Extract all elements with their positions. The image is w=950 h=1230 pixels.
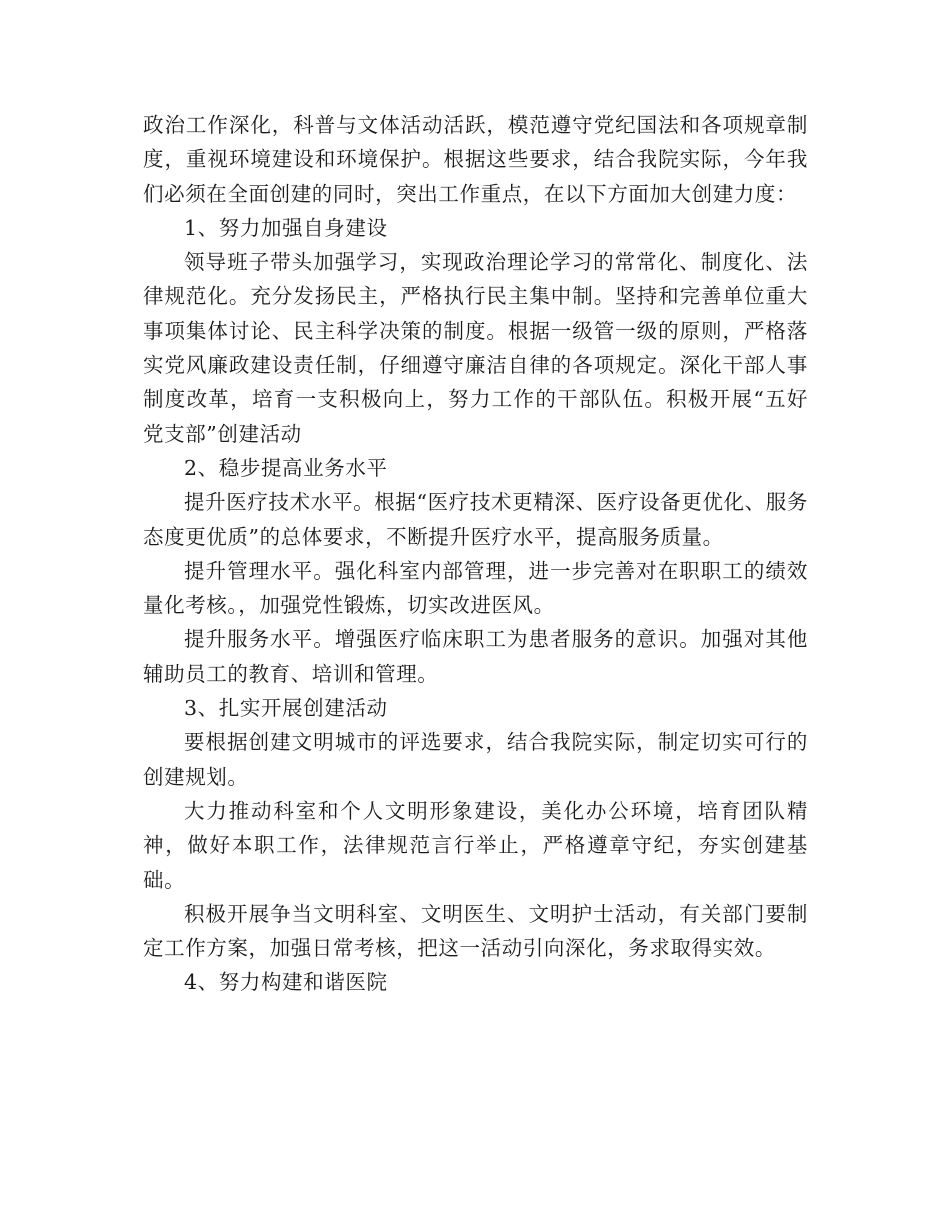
paragraph-service: 提升服务水平。增强医疗临床职工为患者服务的意识。加强对其他辅助员工的教育、培训和管理。 (143, 627, 808, 686)
section-heading-4: 4、努力构建和谐医院 (184, 970, 388, 995)
paragraph-image-building: 大力推动科室和个人文明形象建设，美化办公环境，培育团队精神，做好本职工作，法律规范言行举止，严格遵章守纪，夯实创建基础。 (143, 798, 808, 892)
paragraph-planning: 要根据创建文明城市的评选要求，结合我院实际，制定切实可行的创建规划。 (143, 730, 808, 789)
paragraph-medical-tech: 提升医疗技术水平。根据“医疗技术更精深、医疗设备更优化、服务态度更优质”的总体要求，不断提升医疗水平，提高服务质量。 (143, 490, 808, 549)
section-heading-1: 1、努力加强自身建设 (184, 215, 388, 240)
paragraph-management: 提升管理水平。强化科室内部管理，进一步完善对在职职工的绩效量化考核。，加强党性锻炼，切实改进医风。 (143, 558, 808, 618)
section-heading-2: 2、稳步提高业务水平 (184, 455, 388, 480)
paragraph-civilized-activities: 积极开展争当文明科室、文明医生、文明护士活动，有关部门要制定工作方案，加强日常考核，把这一活动引向深化，务求取得实效。 (143, 901, 808, 961)
document-body (143, 108, 808, 1000)
paragraph-continuation: 政治工作深化，科普与文体活动活跃，模范遵守党纪国法和各项规章制度，重视环境建设和环境保护。根据这些要求，结合我院实际，今年我们必须在全面创建的同时，突出工作重点，在以下方面加大创建力度： (143, 113, 808, 206)
paragraph-self-building: 领导班子带头加强学习，实现政治理论学习的常常化、制度化、法律规范化。充分发扬民主，严格执行民主集中制。坚持和完善单位重大事项集体讨论、民主科学决策的制度。根据一级管一级的原则，严格落实党风廉政建设责任制，仔细遵守廉洁自律的各项规定。深化干部人事制度改革，培育一支积极向上，努力工作的干部队伍。积极开展“五好党支部”创建活动 (143, 250, 808, 446)
section-heading-3: 3、扎实开展创建活动 (184, 696, 388, 721)
